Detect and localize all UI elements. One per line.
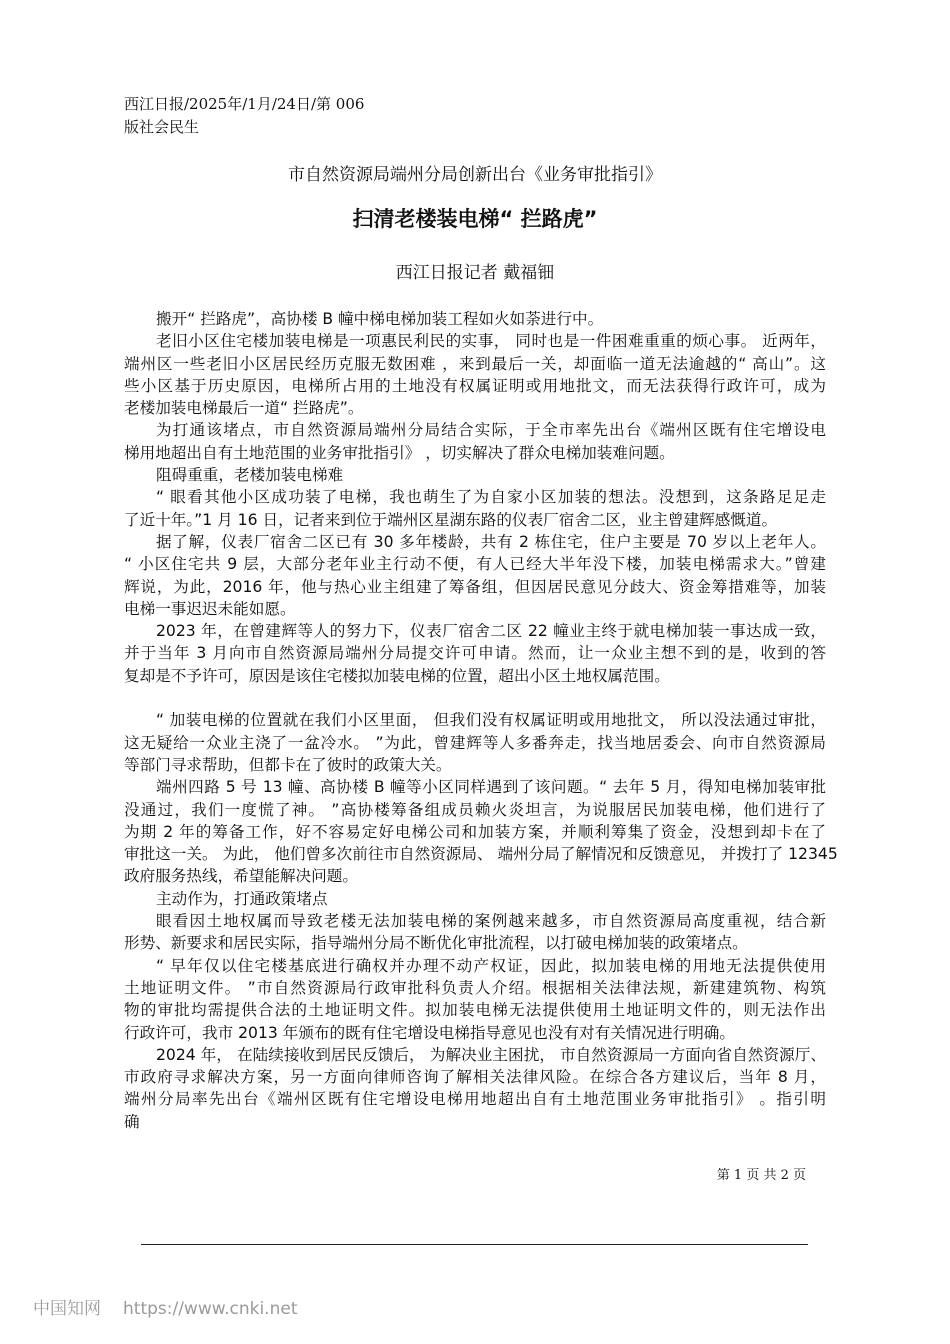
article-subtitle: 市自然资源局端州分局创新出台《业务审批指引》: [288, 165, 662, 185]
publication-info-line2: 版社会民生: [124, 118, 200, 136]
paragraph-line: 电梯一事迟迟未能如愿。: [124, 599, 296, 618]
paragraph-line: 行政许可，我市 2013 年颁布的既有住宅增设电梯指导意见也没有对有关情况进行明确。: [124, 1023, 735, 1042]
paragraph-line: 了近十年。”1 月 16 日，记者来到位于端州区星湖东路的仪表厂宿舍二区，业主曾建辉感慨道。: [124, 510, 778, 529]
paragraph-line: 并于当年 3 月向市自然资源局端州分局提交许可申请。然而，让一众业主想不到的是，收到的答: [124, 644, 826, 663]
article-body: [124, 308, 838, 1133]
paragraph-line: 这无疑给一众业主浇了一盆冷水。 ”为此，曾建辉等人多番奔走，找当地居委会、向市自然资源局: [124, 733, 826, 752]
watermark-url: https://www.cnki.net: [123, 1299, 298, 1319]
paragraph-line: 没通过，我们一度慌了神。 ”高协楼筹备组成员赖火炎坦言，为说服居民加装电梯，他们进行了: [124, 800, 826, 819]
footer-divider: [141, 1244, 808, 1245]
paragraph: [124, 486, 826, 531]
cnki-watermark: [33, 1294, 319, 1319]
paragraph: [124, 709, 826, 776]
publication-info-line1: 西江日报/2025年/1月/24日/第 006: [124, 95, 365, 113]
paragraph-line: 为打通该堵点，市自然资源局端州分局结合实际，于全市率先出台《端州区既有住宅增设电: [156, 421, 826, 440]
paragraph: [124, 888, 826, 910]
paragraph-line: 市政府寻求解决方案，另一方面向律师咨询了解相关法律风险。在综合各方建议后，当年 8 月，: [124, 1068, 826, 1087]
paragraph-line: “ 加装电梯的位置就在我们小区里面， 但我们没有权属证明或用地批文， 所以没法通过审批，: [156, 711, 826, 730]
paragraph: [124, 531, 826, 620]
paragraph-line: 老楼加装电梯最后一道“ 拦路虎”。: [124, 399, 364, 418]
paragraph-line: 审批这一关。 为此， 他们曾多次前往市自然资源局、 端州分局了解情况和反馈意见， 并拨打了 12345: [124, 845, 838, 864]
paragraph-line: 2024 年， 在陆续接收到居民反馈后， 为解决业主困扰， 市自然资源局一方面向省自然资源厅、: [156, 1045, 826, 1064]
paragraph-line: 土地证明文件。 ”市自然资源局行政审批科负责人介绍。根据相关法律法规，新建建筑物、构筑: [124, 978, 826, 997]
paragraph-line: 复却是不予许可，原因是该住宅楼拟加装电梯的位置，超出小区土地权属范围。: [124, 666, 670, 685]
paragraph-line: 端州分局率先出台《端州区既有住宅增设电梯用地超出自有土地范围业务审批指引》 。指引明: [124, 1090, 826, 1109]
paragraph: [124, 419, 826, 464]
paragraph: [124, 308, 826, 330]
paragraph-line: “ 早年仅以住宅楼基底进行确权并办理不动产权证，因此，拟加装电梯的用地无法提供使用: [156, 956, 826, 975]
paragraph-line: 等部门寻求帮助，但都卡在了彼时的政策大关。: [124, 755, 452, 774]
paragraph: [124, 464, 826, 486]
paragraph: [124, 1044, 826, 1133]
paragraph-line: “ 眼看其他小区成功装了电梯，我也萌生了为自家小区加装的想法。没想到，这条路足足走: [156, 488, 826, 507]
paragraph-line: 为期 2 年的筹备工作，好不容易定好电梯公司和加装方案，并顺利筹集了资金，没想到却卡在了: [124, 822, 826, 841]
paragraph-line: 梯用地超出自有土地范围的业务审批指引》 ，切实解决了群众电梯加装难问题。: [124, 443, 675, 462]
paragraph-line: 老旧小区住宅楼加装电梯是一项惠民利民的实事， 同时也是一件困难重重的烦心事。 近两年，: [156, 332, 826, 351]
paragraph: [124, 910, 826, 955]
paragraph: [124, 955, 826, 1044]
paragraph-line: “ 小区住宅共 9 层，大部分老年业主行动不便，有人已经大半年没下楼，加装电梯需求大。”曾建: [124, 555, 826, 574]
publication-info: [124, 93, 364, 139]
paragraph-line: 端州四路 5 号 13 幢、高协楼 B 幢等小区同样遇到了该问题。“ 去年 5 月，得知电梯加装审批: [156, 778, 826, 797]
paragraph-line: 主动作为，打通政策堵点: [156, 889, 328, 908]
paragraph-line: 形势、新要求和居民实际，指导端州分局不断优化审批流程，以打破电梯加装的政策堵点。: [124, 934, 748, 953]
article-title: 扫清老楼装电梯“ 拦路虎”: [352, 207, 598, 231]
paragraph-line: 眼看因土地权属而导致老楼无法加装电梯的案例越来越多，市自然资源局高度重视，结合新: [156, 912, 826, 931]
paragraph-line: 搬开“ 拦路虎”，高协楼 B 幢中梯电梯加装工程如火如荼进行中。: [156, 310, 604, 328]
paragraph-line: 阻碍重重，老楼加装电梯难: [156, 466, 344, 485]
paragraph: [124, 776, 838, 887]
watermark-brand: 中国知网: [33, 1299, 101, 1319]
paragraph-line: 2023 年，在曾建辉等人的努力下，仪表厂宿舍二区 22 幢业主终于就电梯加装一事达成一致，: [156, 622, 826, 641]
paragraph-line: 辉说，为此，2016 年，他与热心业主组建了筹备组，但因居民意见分歧大、资金筹措难等，加装: [124, 577, 826, 596]
paragraph-line: 据了解，仪表厂宿舍二区已有 30 多年楼龄，共有 2 栋住宅，住户主要是 70 岁以上老年人。: [156, 532, 826, 551]
page-number: 第 1 页 共 2 页: [716, 1168, 806, 1183]
paragraph-line: 政府服务热线，希望能解决问题。: [124, 867, 358, 886]
paragraph-line: 确: [124, 1112, 140, 1131]
paragraph-spacer: [124, 687, 826, 709]
paragraph: [124, 330, 826, 419]
article-byline: 西江日报记者 戴福钿: [395, 263, 555, 283]
paragraph: [124, 620, 826, 687]
paragraph-line: 物的审批均需提供合法的土地证明文件。拟加装电梯无法提供使用土地证明文件的，则无法作出: [124, 1001, 826, 1020]
paragraph-line: 些小区基于历史原因，电梯所占用的土地没有权属证明或用地批文，而无法获得行政许可，成为: [124, 376, 826, 395]
paragraph-line: 端州区一些老旧小区居民经历克服无数困难 ，来到最后一关，却面临一道无法逾越的“ 高山”。这: [124, 354, 826, 373]
